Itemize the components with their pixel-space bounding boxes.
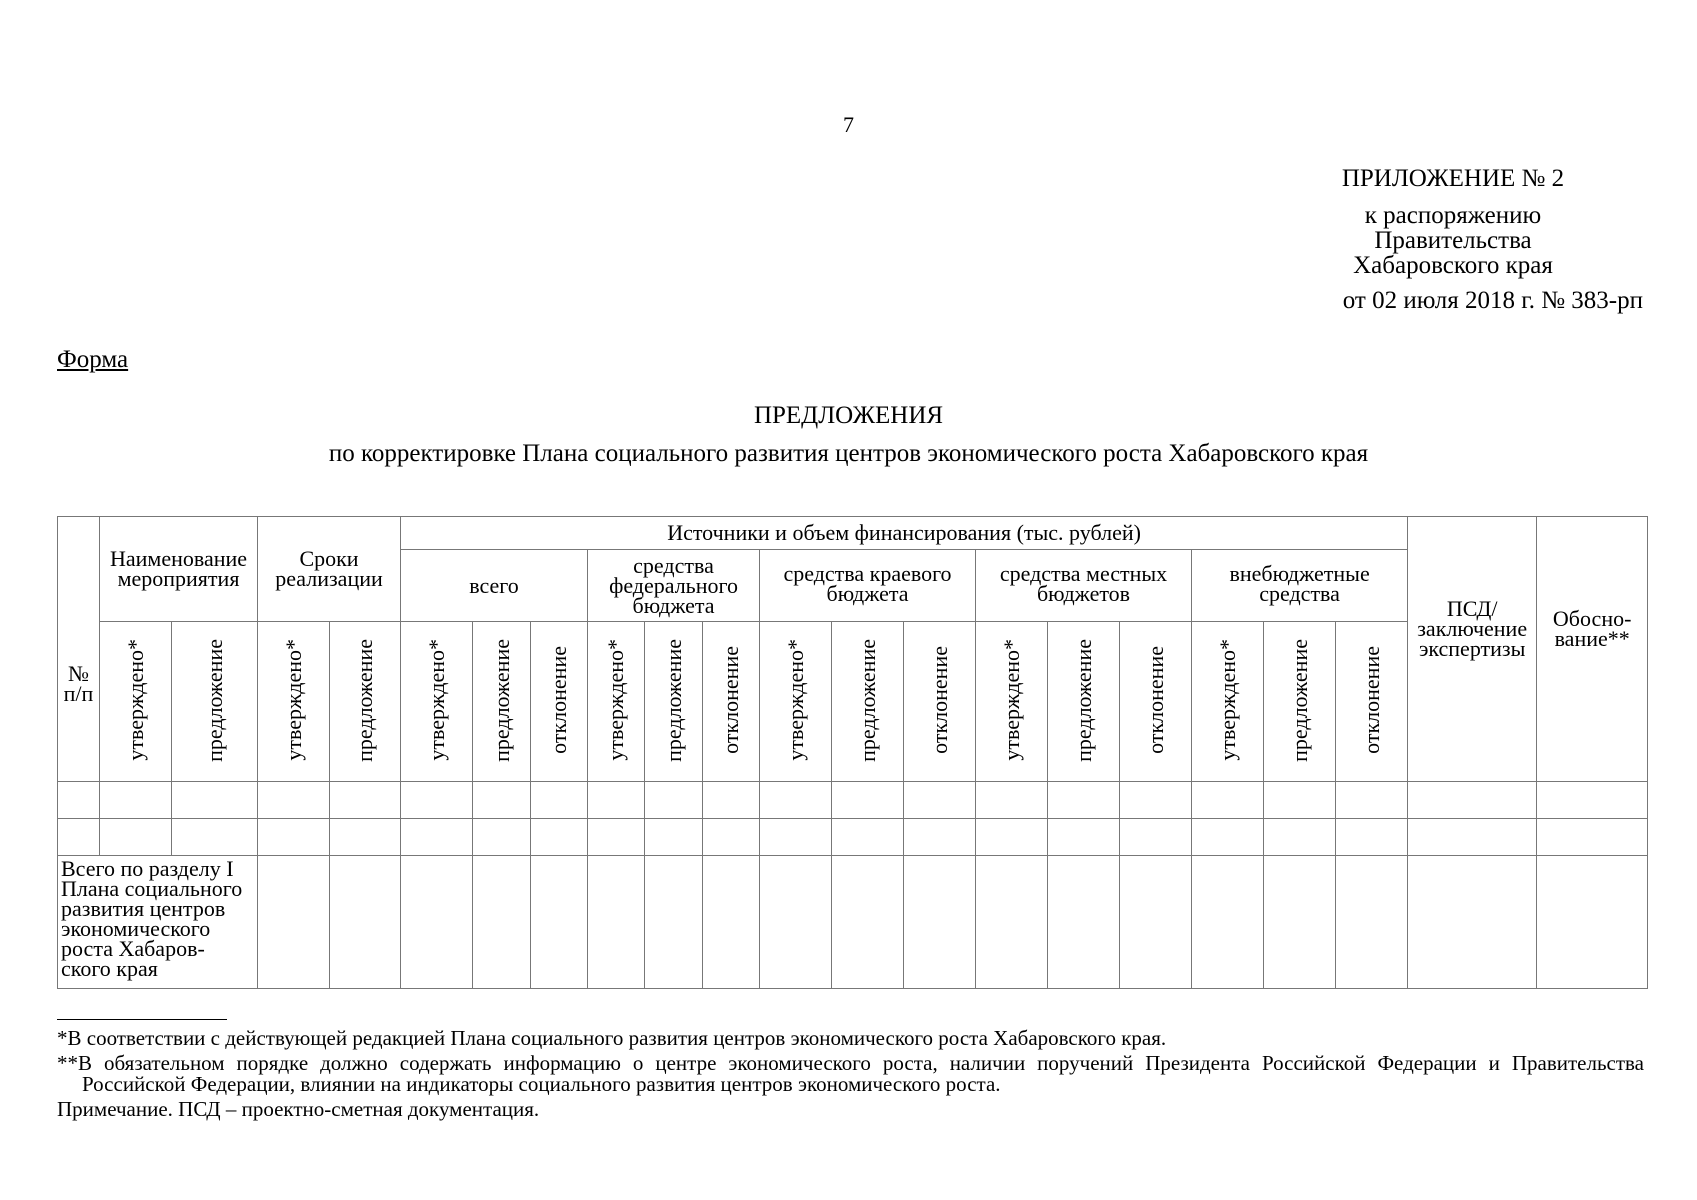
document-title: ПРЕДЛОЖЕНИЯ: [753, 402, 944, 429]
proposals-table: [57, 516, 1648, 989]
header-name: Наименование мероприятия: [100, 517, 258, 622]
sub-proposal-extra: предложение: [1286, 638, 1312, 762]
table-row: [58, 782, 1648, 819]
document-subtitle: по корректировке Плана социального развития центров экономического роста Хабаровского края: [328, 440, 1369, 467]
footnote-1: *В соответствии с действующей редакцией Плана социального развития центров экономического роста Хабаровского края.: [57, 1026, 1167, 1050]
sub-deviation-total: отклонение: [546, 646, 572, 754]
appendix-line-1: к распоряжению: [1364, 202, 1542, 229]
appendix-line-3: Хабаровского края: [1353, 252, 1553, 279]
sub-proposal-total: предложение: [488, 638, 514, 762]
appendix-title: ПРИЛОЖЕНИЕ № 2: [1341, 165, 1565, 192]
sub-deviation-regional: отклонение: [926, 646, 952, 754]
appendix-block: [1263, 166, 1643, 313]
appendix-line-2: Правительства: [1374, 227, 1532, 254]
sub-deviation-local: отклонение: [1142, 646, 1168, 754]
sub-proposal-regional: предложение: [854, 638, 880, 762]
total-row-label: Всего по разделу I Плана социального развития центров экономического роста Хабаров- ского края: [58, 856, 258, 989]
sub-proposal-local: предложение: [1070, 638, 1096, 762]
footnote-note: Примечание. ПСД – проектно-сметная документация.: [57, 1097, 540, 1121]
sub-deviation-federal: отклонение: [718, 646, 744, 754]
header-terms: Сроки реализации: [258, 517, 401, 622]
form-label: Форма: [57, 346, 129, 373]
header-federal: средства федерального бюджета: [588, 550, 760, 622]
table-row: [58, 819, 1648, 856]
footnotes: [57, 1028, 1644, 1124]
page-number: 7: [843, 112, 854, 137]
total-row: [58, 856, 1648, 989]
sub-approved-extra: утверждено*: [1214, 639, 1240, 761]
sub-proposal-name: предложение: [201, 638, 227, 762]
header-local: средства местных бюджетов: [976, 550, 1192, 622]
sub-approved-local: утверждено*: [998, 639, 1024, 761]
header-sources: Источники и объем финансирования (тыс. рублей): [401, 517, 1408, 550]
header-justification: Обосно- вание**: [1537, 517, 1648, 782]
sub-approved-terms: утверждено*: [280, 639, 306, 761]
sub-approved-regional: утверждено*: [782, 639, 808, 761]
appendix-date: от 02 июля 2018 г. № 383-рп: [1342, 287, 1643, 314]
footnote-separator: [57, 1019, 227, 1020]
sub-approved-name: утверждено*: [122, 639, 148, 761]
sub-deviation-extra: отклонение: [1358, 646, 1384, 754]
sub-proposal-federal: предложение: [660, 638, 686, 762]
sub-approved-total: утверждено*: [423, 639, 449, 761]
header-regional: средства краевого бюджета: [760, 550, 976, 622]
sub-approved-federal: утверждено*: [603, 639, 629, 761]
header-total: всего: [401, 550, 588, 622]
header-psd: ПСД/ заключение экспертизы: [1408, 517, 1537, 782]
footnote-2: **В обязательном порядке должно содержать информацию о центре экономического роста, наличии поручений Президента Российской Федерации и Правительства Российской Федерации, влиянии на индикаторы социального развития центров экономического роста.: [57, 1051, 1644, 1096]
sub-proposal-terms: предложение: [352, 638, 378, 762]
header-extra: внебюджетные средства: [1192, 550, 1408, 622]
header-num: № п/п: [58, 517, 100, 782]
